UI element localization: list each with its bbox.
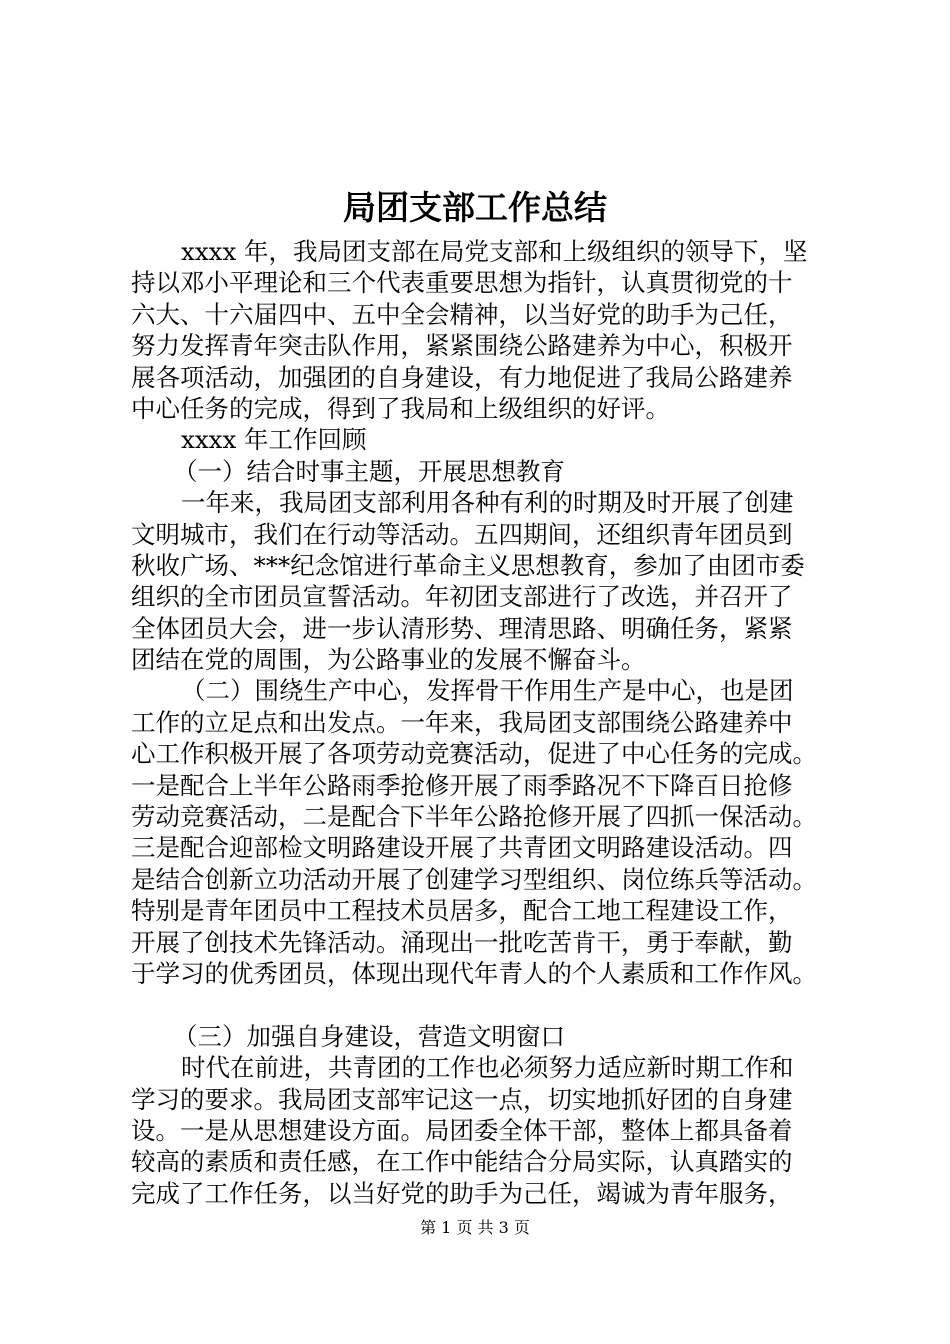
document-body xyxy=(131,236,831,1209)
paragraph-line: 特别是青年团员中工程技术员居多，配合工地工程建设工作， xyxy=(131,896,793,926)
paragraph-line: 是结合创新立功活动开展了创建学习型组织、岗位练兵等活动。 xyxy=(131,864,817,894)
paragraph-line: 文明城市，我们在行动等活动。五四期间，还组织青年团员到 xyxy=(131,519,793,549)
paragraph-line: 中心任务的完成，得到了我局和上级组织的好评。 xyxy=(131,393,670,423)
paragraph-line: 心工作积极开展了各项劳动竞赛活动，促进了中心任务的完成。 xyxy=(131,739,817,769)
paragraph-line: 较高的素质和责任感，在工作中能结合分局实际，认真踏实的 xyxy=(131,1147,793,1177)
paragraph-line: 一是配合上半年公路雨季抢修开展了雨季路况不下降百日抢修 xyxy=(131,770,793,800)
section-heading: （二）围绕生产中心，发挥骨干作用生产是中心，也是团 xyxy=(181,676,794,706)
page-footer: 第 1 页 共 3 页 xyxy=(420,1218,530,1237)
paragraph-line: 展各项活动，加强团的自身建设，有力地促进了我局公路建养 xyxy=(131,362,793,392)
paragraph-line: xxxx 年，我局团支部在局党支部和上级组织的领导下，坚 xyxy=(181,237,808,266)
section-heading: （三）加强自身建设，营造文明窗口 xyxy=(173,1021,565,1051)
document-title: 局团支部工作总结 xyxy=(343,188,607,227)
paragraph-line: 六大、十六届四中、五中全会精神，以当好党的助手为己任， xyxy=(131,299,793,329)
paragraph-line: 时代在前进，共青团的工作也必须努力适应新时期工作和 xyxy=(181,1053,794,1083)
section-heading: （一）结合时事主题，开展思想教育 xyxy=(173,456,565,486)
paragraph-line: 一年来，我局团支部利用各种有利的时期及时开展了创建 xyxy=(181,488,794,518)
paragraph-line: 劳动竞赛活动，二是配合下半年公路抢修开展了四抓一保活动。 xyxy=(131,802,817,832)
paragraph-line: 努力发挥青年突击队作用，紧紧围绕公路建养为中心，积极开 xyxy=(131,331,793,361)
paragraph-line: 设。一是从思想建设方面。局团委全体干部，整体上都具备着 xyxy=(131,1115,793,1145)
paragraph-line: 组织的全市团员宣誓活动。年初团支部进行了改选，并召开了 xyxy=(131,582,793,612)
paragraph-line: 工作的立足点和出发点。一年来，我局团支部围绕公路建养中 xyxy=(131,707,793,737)
paragraph-line: 全体团员大会，进一步认清形势、理清思路、明确任务，紧紧 xyxy=(131,613,793,643)
paragraph-line: 完成了工作任务，以当好党的助手为己任，竭诚为青年服务， xyxy=(131,1178,793,1208)
paragraph-line: 于学习的优秀团员，体现出现代年青人的个人素质和工作作风。 xyxy=(131,958,817,988)
blank-line xyxy=(131,989,831,1020)
paragraph-line: 开展了创技术先锋活动。涌现出一批吃苦肯干，勇于奉献，勤 xyxy=(131,927,793,957)
paragraph-line: 团结在党的周围，为公路事业的发展不懈奋斗。 xyxy=(131,645,646,675)
paragraph-line: 学习的要求。我局团支部牢记这一点，切实地抓好团的自身建 xyxy=(131,1084,793,1114)
paragraph-line: 秋收广场、***纪念馆进行革命主义思想教育，参加了由团市委 xyxy=(131,550,805,580)
paragraph-line: 持以邓小平理论和三个代表重要思想为指针，认真贯彻党的十 xyxy=(131,268,793,298)
paragraph-line: 三是配合迎部检文明路建设开展了共青团文明路建设活动。四 xyxy=(131,833,793,863)
section-heading: xxxx 年工作回顾 xyxy=(181,425,367,455)
